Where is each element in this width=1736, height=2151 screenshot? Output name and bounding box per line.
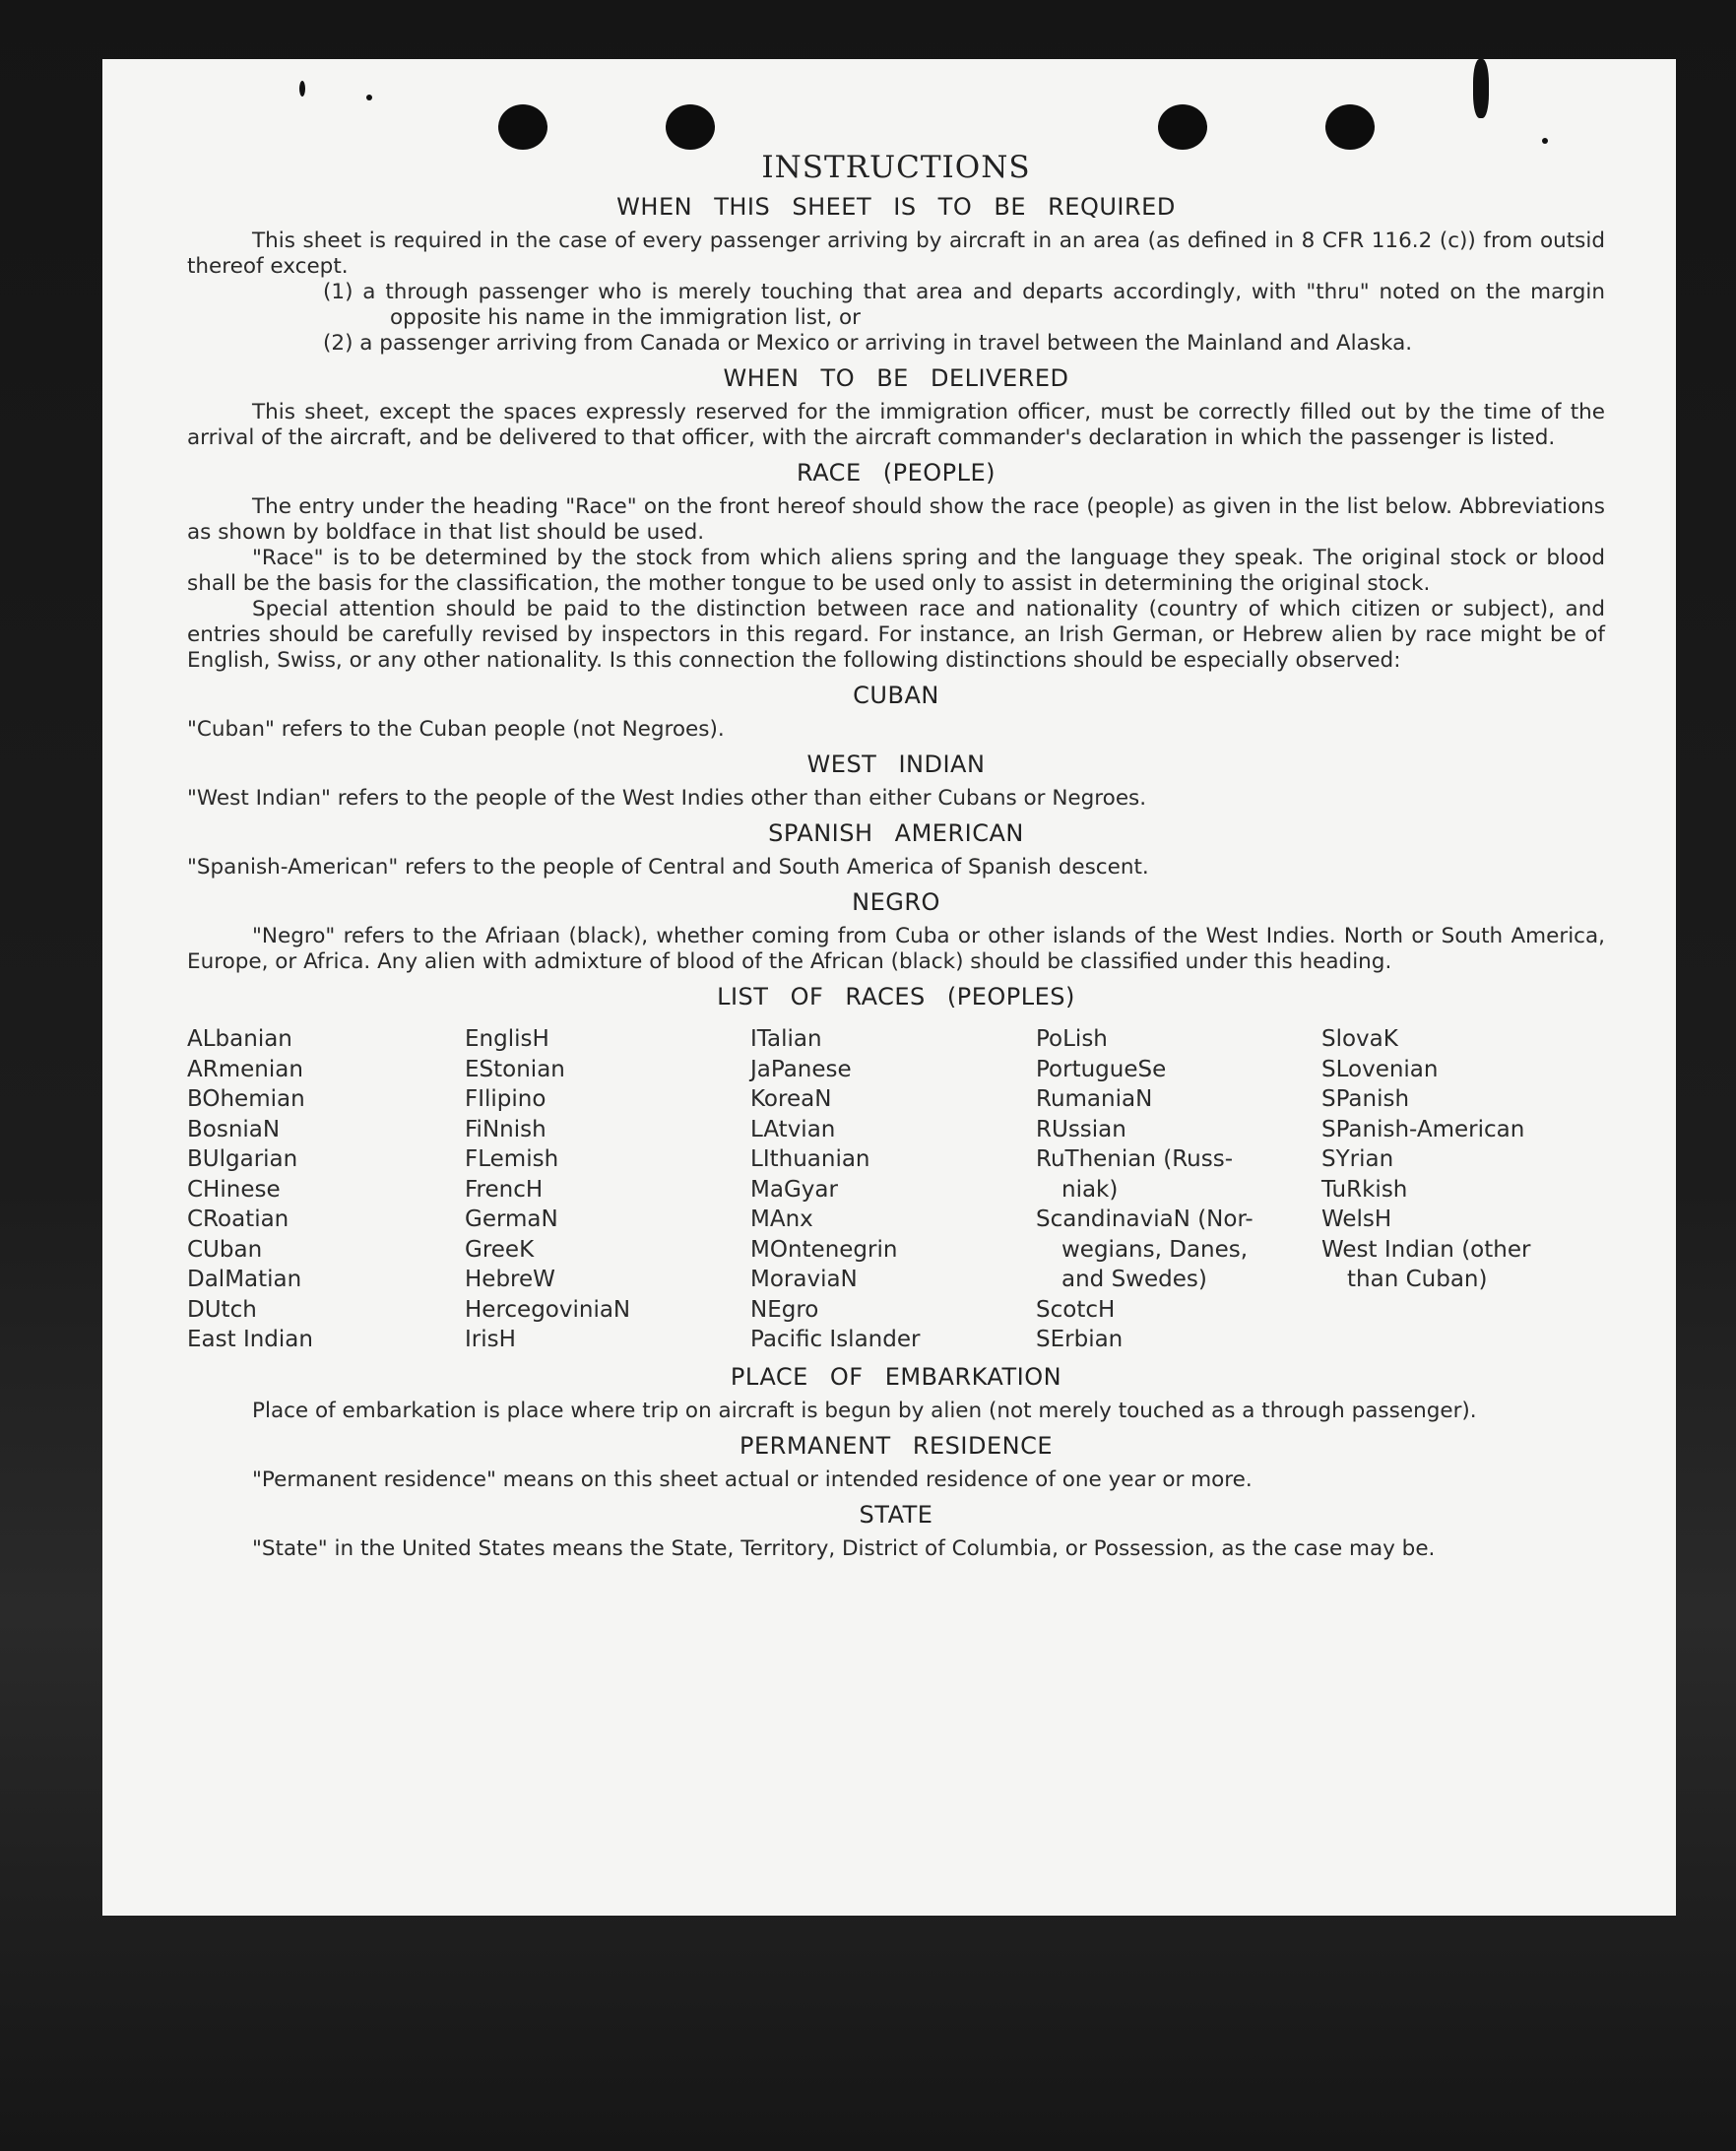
residence-text: "Permanent residence" means on this sheet actual or intended residence of one year or more. [252, 1467, 1253, 1492]
race-item: FrencH [465, 1176, 544, 1203]
race-item: TuRkish [1321, 1176, 1408, 1203]
section-heading-west-indian: WEST INDIAN [806, 750, 986, 778]
race-item: niak) [1061, 1176, 1119, 1203]
punch-hole [1325, 104, 1375, 150]
race-item: ScotcH [1036, 1296, 1116, 1323]
required-item-1: (1) a through passenger who is merely touching that area and departs accordingly, with "thru" noted on the margin opposite his name in the immigration list, or [323, 280, 1605, 330]
race-item: LAtvian [750, 1116, 836, 1142]
punch-hole [1158, 104, 1207, 150]
section-heading-delivered: WHEN TO BE DELIVERED [723, 364, 1069, 392]
race-item: SPanish-American [1321, 1116, 1525, 1142]
race-item: HercegoviniaN [465, 1296, 631, 1323]
race-item: FLemish [465, 1146, 559, 1172]
page-title: INSTRUCTIONS [761, 150, 1031, 185]
race-item: DUtch [187, 1296, 257, 1323]
race-item: FiNnish [465, 1116, 547, 1142]
embarkation-text: Place of embarkation is place where trip on aircraft is begun by alien (not merely touched as a through passenger). [252, 1398, 1477, 1423]
race-item: GermaN [465, 1206, 558, 1232]
section-heading-required: WHEN THIS SHEET IS TO BE REQUIRED [616, 193, 1176, 221]
races-list [187, 1024, 1605, 1355]
race-item: ARmenian [187, 1056, 303, 1082]
ink-speck [1473, 59, 1489, 118]
delivered-text: This sheet, except the spaces expressly reserved for the immigration officer, must be correctly filled out by the time of the arrival of the aircraft, and be delivered to that officer, with the aircraft commander's declaration in which the passenger is listed. [187, 400, 1605, 450]
race-item: Pacific Islander [750, 1327, 921, 1352]
race-item: PortugueSe [1036, 1056, 1167, 1082]
race-item: SYrian [1321, 1146, 1394, 1172]
races-column-2 [465, 1024, 750, 1355]
race-item: BUlgarian [187, 1146, 298, 1172]
state-text: "State" in the United States means the State, Territory, District of Columbia, or Possession, as the case may be. [252, 1535, 1436, 1561]
race-item: than Cuban) [1347, 1267, 1488, 1292]
race-item: IrisH [465, 1327, 516, 1352]
race-item: EStonian [465, 1056, 565, 1082]
race-item: NEgro [750, 1296, 819, 1323]
section-heading-spanish-american: SPANISH AMERICAN [768, 819, 1024, 847]
race-item: DalMatian [187, 1267, 302, 1292]
race-item: MaGyar [750, 1176, 838, 1203]
race-item: CHinese [187, 1176, 281, 1203]
punch-hole [498, 104, 547, 150]
race-item: GreeK [465, 1236, 535, 1263]
ink-speck [366, 95, 372, 100]
races-column-1 [187, 1024, 465, 1355]
race-item: wegians, Danes, [1061, 1236, 1249, 1263]
race-item: West Indian (other [1321, 1236, 1531, 1263]
race-item: LIthuanian [750, 1146, 870, 1172]
race-item: ScandinaviaN (Nor- [1036, 1206, 1254, 1232]
section-heading-embarkation: PLACE OF EMBARKATION [730, 1362, 1062, 1391]
ink-speck [299, 81, 305, 97]
race-item: MAnx [750, 1206, 813, 1232]
race-item: CRoatian [187, 1206, 289, 1232]
cuban-text: "Cuban" refers to the Cuban people (not Negroes). [187, 717, 725, 742]
race-item: JaPanese [750, 1056, 852, 1082]
ink-speck [1542, 138, 1548, 144]
race-paragraph-1: The entry under the heading "Race" on the front hereof should show the race (people) as given in the list below. Abbreviations as shown by boldface in that list should be used. [187, 494, 1605, 545]
west-indian-text: "West Indian" refers to the people of the West Indies other than either Cubans or Negroes. [187, 786, 1147, 811]
race-item: SErbian [1036, 1327, 1124, 1352]
race-item: MOntenegrin [750, 1236, 898, 1263]
section-heading-state: STATE [859, 1500, 933, 1529]
races-column-3 [750, 1024, 1036, 1355]
race-item: RumaniaN [1036, 1086, 1153, 1112]
section-heading-negro: NEGRO [852, 888, 940, 916]
race-item: EnglisH [465, 1026, 549, 1052]
race-item: PoLish [1036, 1026, 1108, 1052]
race-item: East Indian [187, 1327, 313, 1352]
race-item: KoreaN [750, 1086, 832, 1112]
race-item: HebreW [465, 1267, 555, 1292]
race-item: ALbanian [187, 1026, 292, 1052]
race-item: RUssian [1036, 1116, 1126, 1142]
section-heading-list-of-races: LIST OF RACES (PEOPLES) [717, 983, 1075, 1010]
race-item: BOhemian [187, 1086, 305, 1112]
required-intro: This sheet is required in the case of every passenger arriving by aircraft in an area (as defined in 8 CFR 116.2 (c)) from outsid thereof except. [187, 228, 1605, 279]
negro-text: "Negro" refers to the Afriaan (black), whether coming from Cuba or other islands of the West Indies. North or South America, Europe, or Africa. Any alien with admixture of blood of the African (black) should be classified under this heading. [187, 924, 1605, 974]
section-heading-cuban: CUBAN [853, 682, 939, 709]
race-item: and Swedes) [1061, 1267, 1207, 1292]
race-item: SlovaK [1321, 1026, 1398, 1052]
section-heading-race: RACE (PEOPLE) [796, 459, 996, 487]
section-heading-residence: PERMANENT RESIDENCE [739, 1431, 1053, 1460]
race-paragraph-3: Special attention should be paid to the distinction between race and nationality (country of which citizen or subject), and entries should be carefully revised by inspectors in this regard. For instance, an Irish German, or Hebrew alien by race might be of English, Swiss, or any other nationality. Is this connection the following distinctions should be especially observed: [187, 597, 1605, 673]
race-item: RuThenian (Russ- [1036, 1146, 1234, 1172]
races-column-5 [1321, 1024, 1587, 1355]
required-item-2: (2) a passenger arriving from Canada or Mexico or arriving in travel between the Mainland and Alaska. [323, 331, 1413, 356]
race-item: SLovenian [1321, 1056, 1439, 1082]
race-item: ITalian [750, 1026, 822, 1052]
punch-hole [666, 104, 715, 150]
instruction-sheet [102, 59, 1676, 1916]
race-item: CUban [187, 1236, 263, 1263]
race-item: SPanish [1321, 1086, 1410, 1112]
race-item: BosniaN [187, 1116, 281, 1142]
race-paragraph-2: "Race" is to be determined by the stock from which aliens spring and the language they speak. The original stock or blood shall be the basis for the classification, the mother tongue to be used only to assist in determining the original stock. [187, 546, 1605, 596]
race-item: FIlipino [465, 1086, 547, 1112]
spanish-american-text: "Spanish-American" refers to the people of Central and South America of Spanish descent. [187, 855, 1149, 880]
race-item: MoraviaN [750, 1267, 858, 1292]
race-item: WelsH [1321, 1206, 1392, 1232]
races-column-4 [1036, 1024, 1321, 1355]
